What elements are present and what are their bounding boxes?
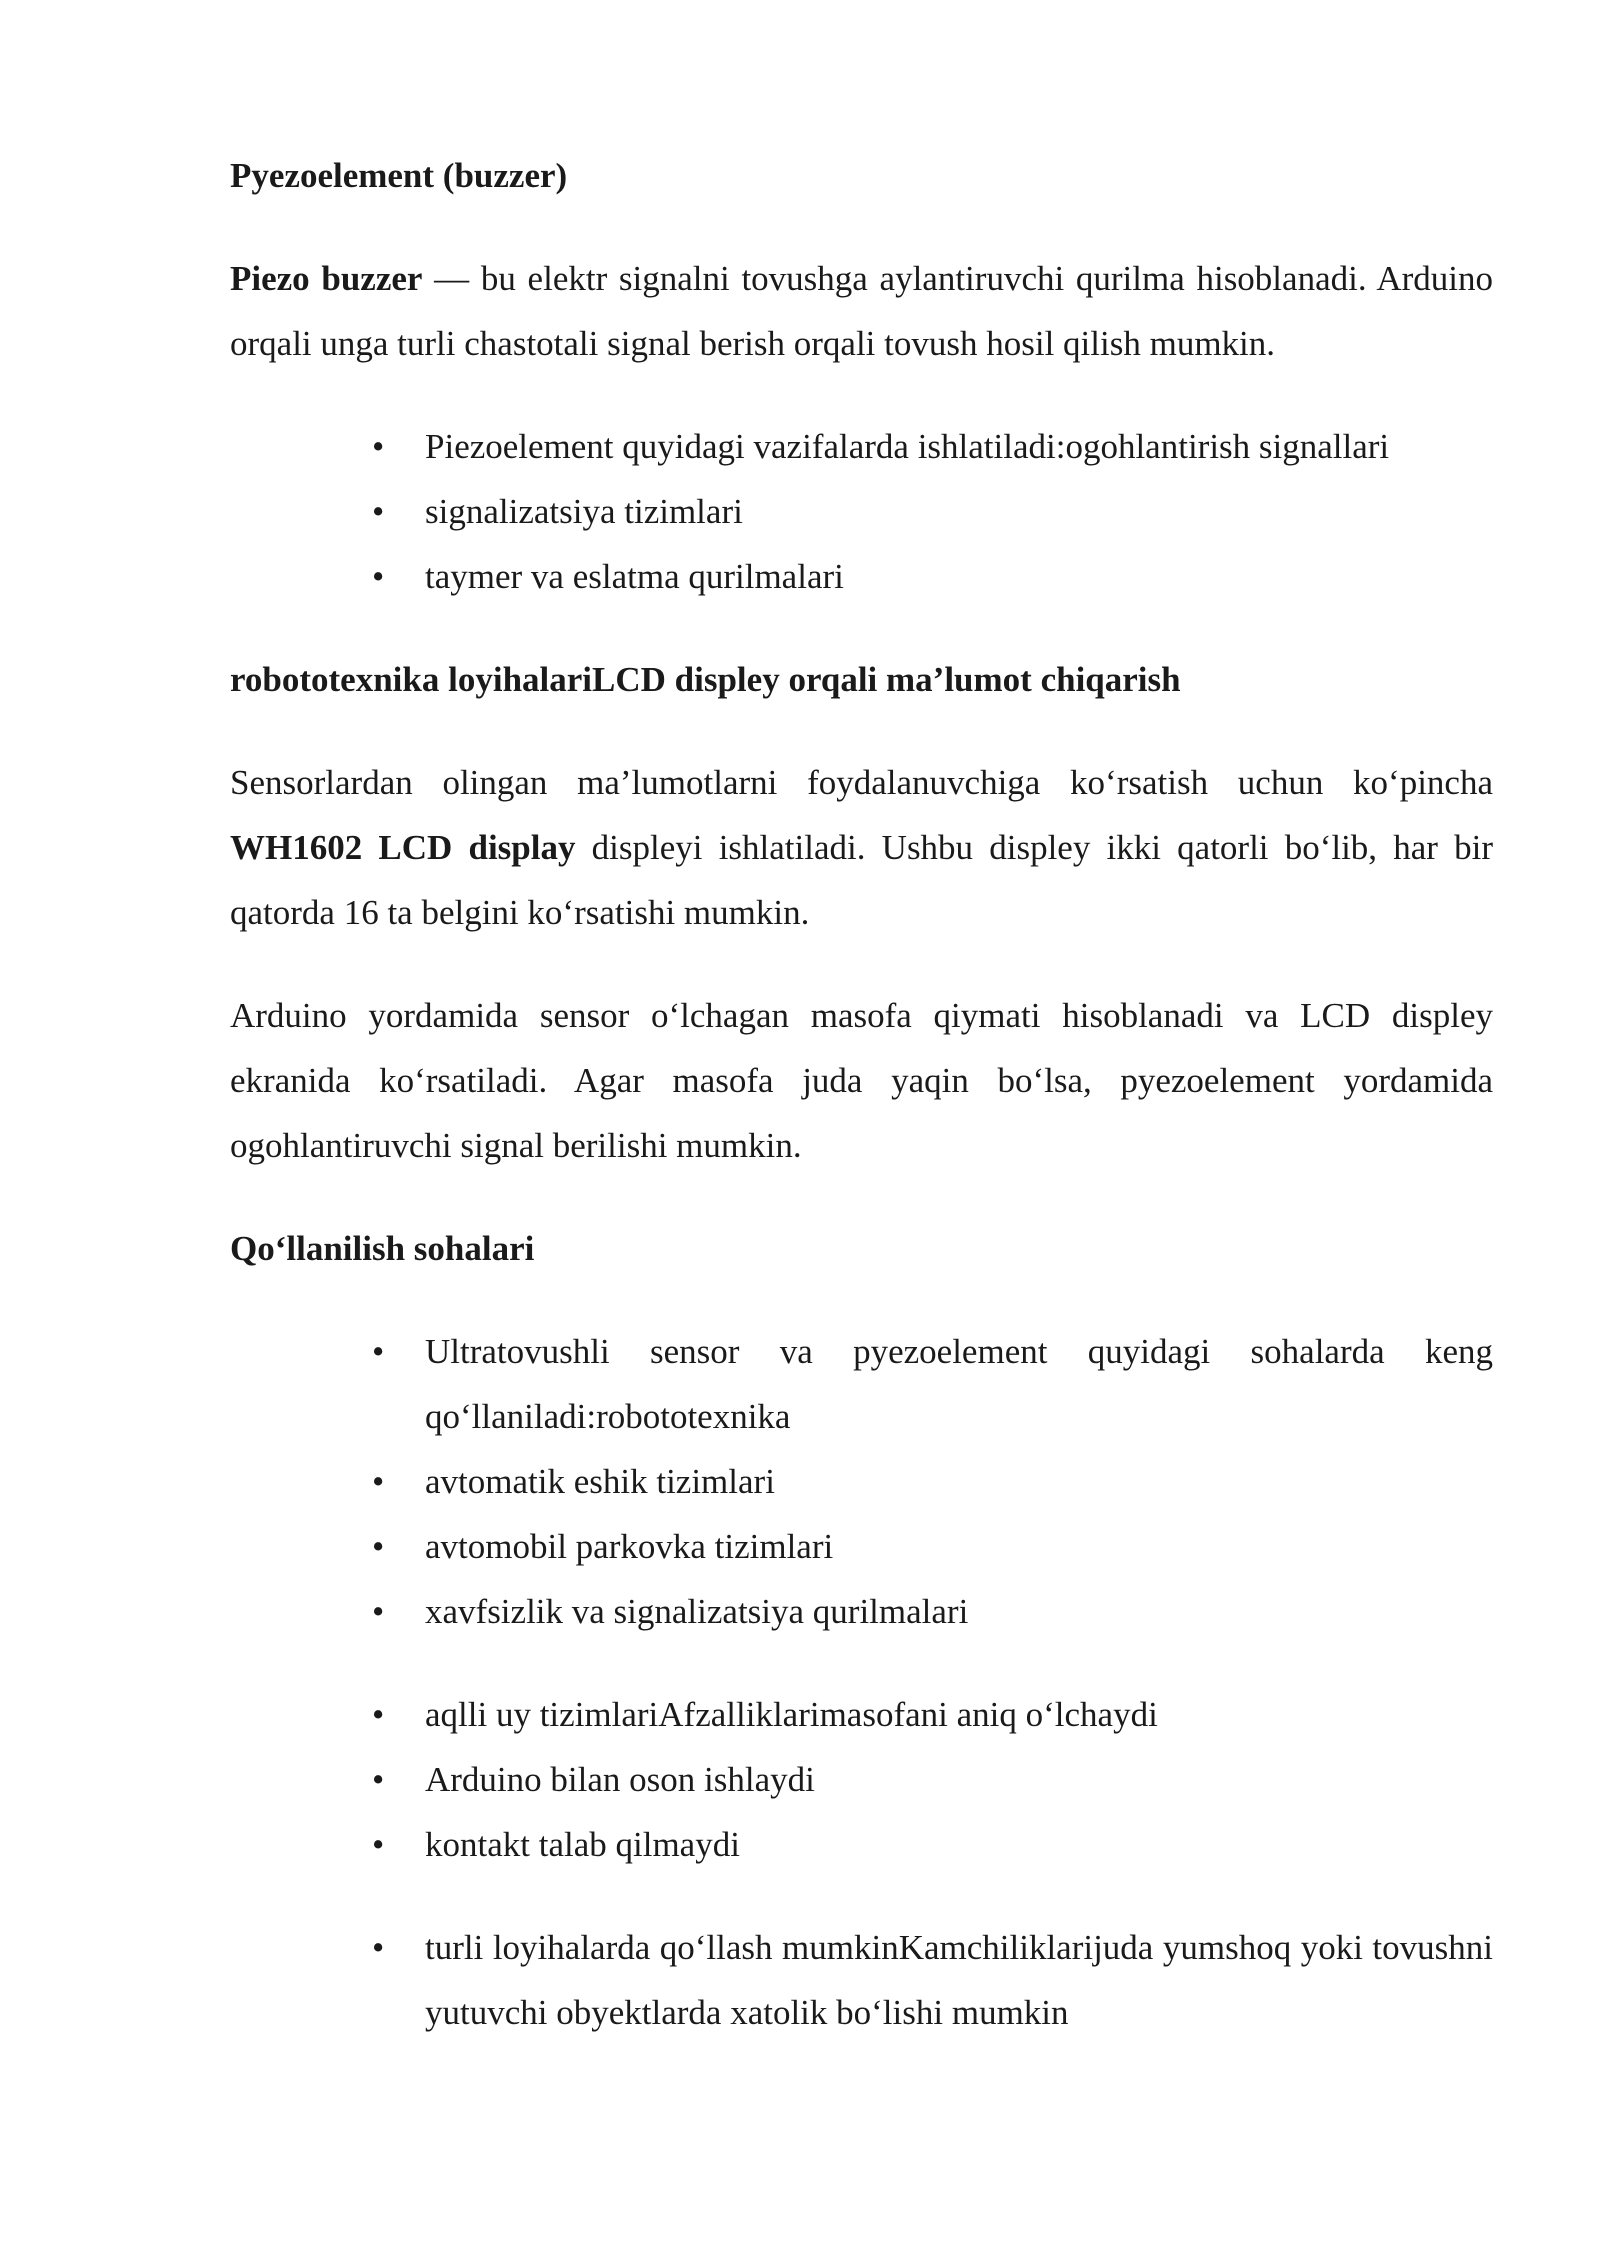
section-heading-usage: Qo‘llanilish sohalari xyxy=(230,1229,535,1268)
list-item: • Arduino bilan oson ishlaydi xyxy=(230,1747,1493,1812)
bullet-list-disadvantages xyxy=(230,1915,1493,2045)
paragraph-text: Sensorlardan olingan ma’lumotlarni foydalanuvchiga ko‘rsatish uchun ko‘pincha xyxy=(230,763,1493,802)
document-page xyxy=(230,143,1493,2045)
paragraph-lcd-intro xyxy=(230,750,1493,945)
paragraph-lcd-arduino: Arduino yordamida sensor o‘lchagan masofa qiymati hisoblanadi va LCD displey ekranida ko‘rsatiladi. Agar masofa juda yaqin bo‘lsa, pyezoelement yordamida ogohlantiruvchi signal berilishi mumkin. xyxy=(230,996,1493,1165)
bullet-list-buzzer-uses xyxy=(230,414,1493,609)
paragraph-buzzer-intro xyxy=(230,246,1493,376)
bullet-list-advantages xyxy=(230,1682,1493,1877)
bullet-list-usage-areas xyxy=(230,1319,1493,1644)
bold-term-piezo-buzzer: Piezo buzzer xyxy=(230,259,423,298)
list-item: • aqlli uy tizimlariAfzalliklarimasofani aniq o‘lchaydi xyxy=(230,1682,1493,1747)
paragraph-text: displeyi ishlatiladi. Ushbu displey ikki qatorli bo‘lib, har bir qatorda 16 ta belgini ko‘rsatishi mumkin. xyxy=(230,828,1493,932)
list-item: • taymer va eslatma qurilmalari xyxy=(230,544,1493,609)
list-item: • kontakt talab qilmaydi xyxy=(230,1812,1493,1877)
list-item: • xavfsizlik va signalizatsiya qurilmalari xyxy=(230,1579,1493,1644)
list-item: • Piezoelement quyidagi vazifalarda ishlatiladi:ogohlantirish signallari xyxy=(230,414,1493,479)
list-item: • avtomatik eshik tizimlari xyxy=(230,1449,1493,1514)
list-item: • avtomobil parkovka tizimlari xyxy=(230,1514,1493,1579)
list-item: • turli loyihalarda qo‘llash mumkinKamchiliklarijuda yumshoq yoki tovushni yutuvchi obyektlarda xatolik bo‘lishi mumkin xyxy=(230,1915,1493,2045)
section-heading-lcd: robototexnika loyihalariLCD displey orqali ma’lumot chiqarish xyxy=(230,660,1181,699)
bold-term-wh1602: WH1602 LCD display xyxy=(230,828,576,867)
paragraph-text: — bu elektr signalni tovushga aylantiruvchi qurilma hisoblanadi. Arduino orqali unga turli chastotali signal berish orqali tovush hosil qilish mumkin. xyxy=(230,259,1494,363)
section-heading-buzzer: Pyezoelement (buzzer) xyxy=(230,156,568,195)
list-item: • signalizatsiya tizimlari xyxy=(230,479,1493,544)
list-item: • Ultratovushli sensor va pyezoelement quyidagi sohalarda keng qo‘llaniladi:robototexnika xyxy=(230,1319,1493,1449)
